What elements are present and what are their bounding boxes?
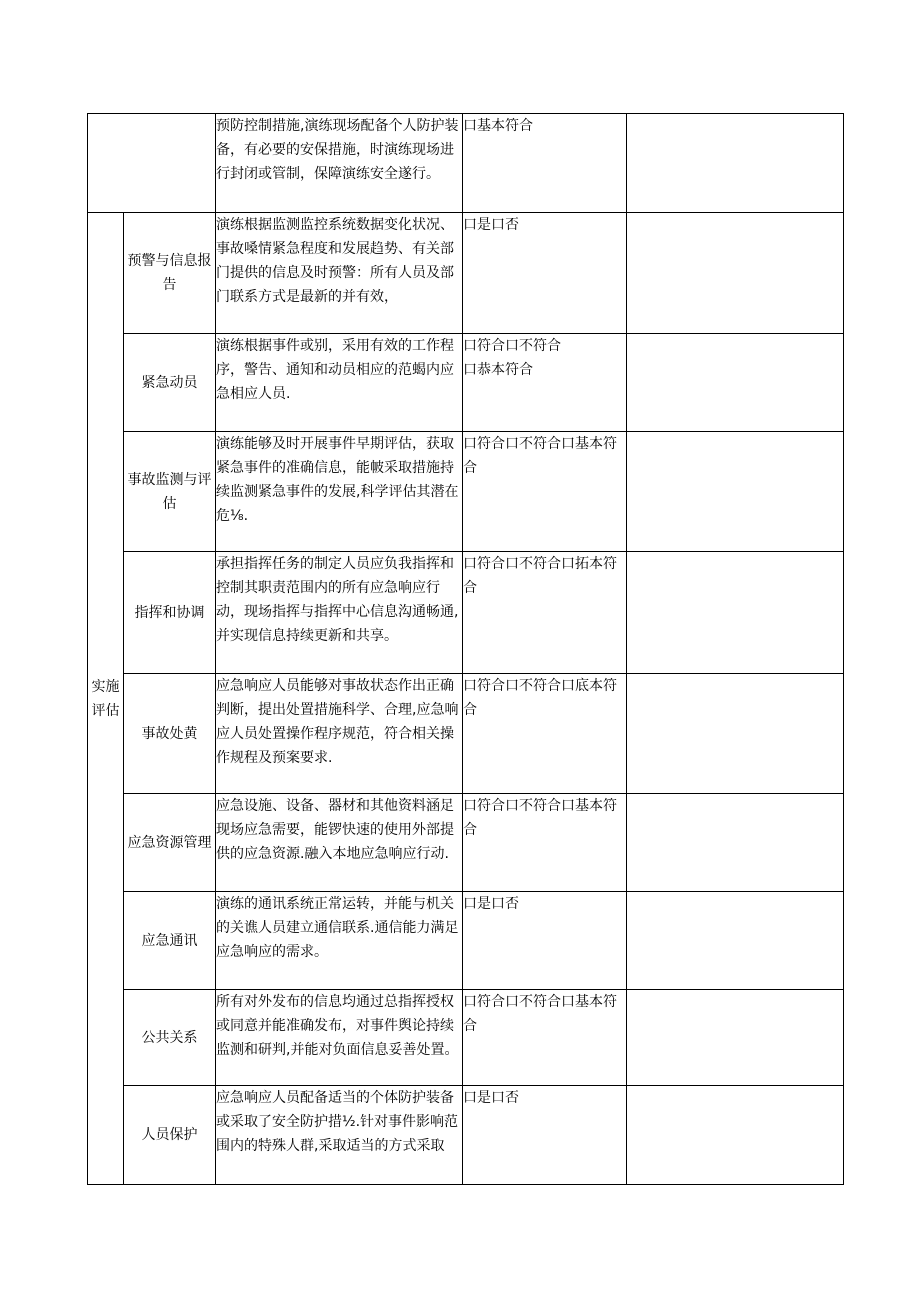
description-cell: 应急设施、设备、器材和其他资料涵足现场应急需要，能锣快速的使用外部提供的应急资源.融入本地应急响应行动.	[216, 794, 463, 892]
description-cell: 演练的通讯系统正常运转，并能与机关的关谯人员建立通信联系.通信能力满足应急响应的需求。	[216, 892, 463, 990]
description-cell: 演练能够及时开展事件早期评估，获取紧急事件的准确信息，能帔采取措施持续监测紧急事件的发展,科学评估其潜在危⅛.	[216, 432, 463, 552]
item-cell: 应急通讯	[124, 892, 216, 990]
table-row	[88, 794, 844, 892]
remarks-cell	[627, 794, 844, 892]
table-row	[88, 213, 844, 334]
result-options-cell: 口符合口不符合口基本符合	[463, 432, 627, 552]
result-options-cell: 口符合口不符合口基本符合	[463, 990, 627, 1086]
item-cell: 事故处黄	[124, 674, 216, 794]
description-cell: 演练根据监测监控系统数据变化状况、事故嗓情紧急程度和发展趋势、有关部门提供的信息及时预警：所有人员及部门联系方式是最新的并有效，	[216, 213, 463, 334]
result-options-cell: 口符合口不符合口拓本符合	[463, 552, 627, 674]
result-options-cell: 口是口否	[463, 1086, 627, 1185]
result-options-cell: 口符合口不符合 口恭本符合	[463, 334, 627, 432]
remarks-cell	[627, 1086, 844, 1185]
description-cell: 应急响应人员能够对事故状态作出正确判断，提出处置措施科学、合理,应急响应人员处置操作程序规范，符合相关操作规程及预案要求.	[216, 674, 463, 794]
remarks-cell	[627, 990, 844, 1086]
item-cell: 预警与信息报告	[124, 213, 216, 334]
remarks-cell	[627, 432, 844, 552]
description-cell: 承担指挥任务的制定人员应负我指挥和控制其职责范围内的所有应急响应行动，现场指挥与指挥中心信息沟通畅通,并实现信息持续更新和共享。	[216, 552, 463, 674]
table-row	[88, 334, 844, 432]
result-options-cell: 口基本符合	[463, 114, 627, 213]
remarks-cell	[627, 334, 844, 432]
description-cell: 预防控制措施,演练现场配备个人防护装备，有必要的安保措施，时演练现场进行封闭或管制，保障演练安全遂行。	[216, 114, 463, 213]
result-options-cell: 口符合口不符合口基本符合	[463, 794, 627, 892]
empty-category-cell	[88, 114, 216, 213]
item-cell: 应急资源管理	[124, 794, 216, 892]
evaluation-table	[87, 113, 844, 1185]
table-row	[88, 990, 844, 1086]
table-row	[88, 892, 844, 990]
remarks-cell	[627, 114, 844, 213]
result-options-cell: 口是口否	[463, 892, 627, 990]
remarks-cell	[627, 892, 844, 990]
result-options-cell: 口是口否	[463, 213, 627, 334]
item-cell: 紧急动员	[124, 334, 216, 432]
result-options-cell: 口符合口不符合口底本符合	[463, 674, 627, 794]
remarks-cell	[627, 552, 844, 674]
description-cell: 演练根据事件或别，采用有效的工作程序，警告、通知和动员相应的范蝎内应急相应人员.	[216, 334, 463, 432]
item-cell: 指挥和协调	[124, 552, 216, 674]
item-cell: 事故监测与评估	[124, 432, 216, 552]
table-row	[88, 552, 844, 674]
item-cell: 人员保护	[124, 1086, 216, 1185]
table-row	[88, 674, 844, 794]
remarks-cell	[627, 213, 844, 334]
table-row	[88, 114, 844, 213]
table-row	[88, 432, 844, 552]
description-cell: 所有对外发布的信息均通过总指挥授权或同意并能准确发布，对事件舆论持续监测和研判,并能对负面信息妥善处置。	[216, 990, 463, 1086]
remarks-cell	[627, 674, 844, 794]
table-row	[88, 1086, 844, 1185]
item-cell: 公共关系	[124, 990, 216, 1086]
description-cell: 应急响应人员配备适当的个体防护装备或采取了安全防护措½.针对事件影响范围内的特殊人群,采取适当的方式采取	[216, 1086, 463, 1185]
category-cell: 实施评估	[88, 213, 124, 1185]
